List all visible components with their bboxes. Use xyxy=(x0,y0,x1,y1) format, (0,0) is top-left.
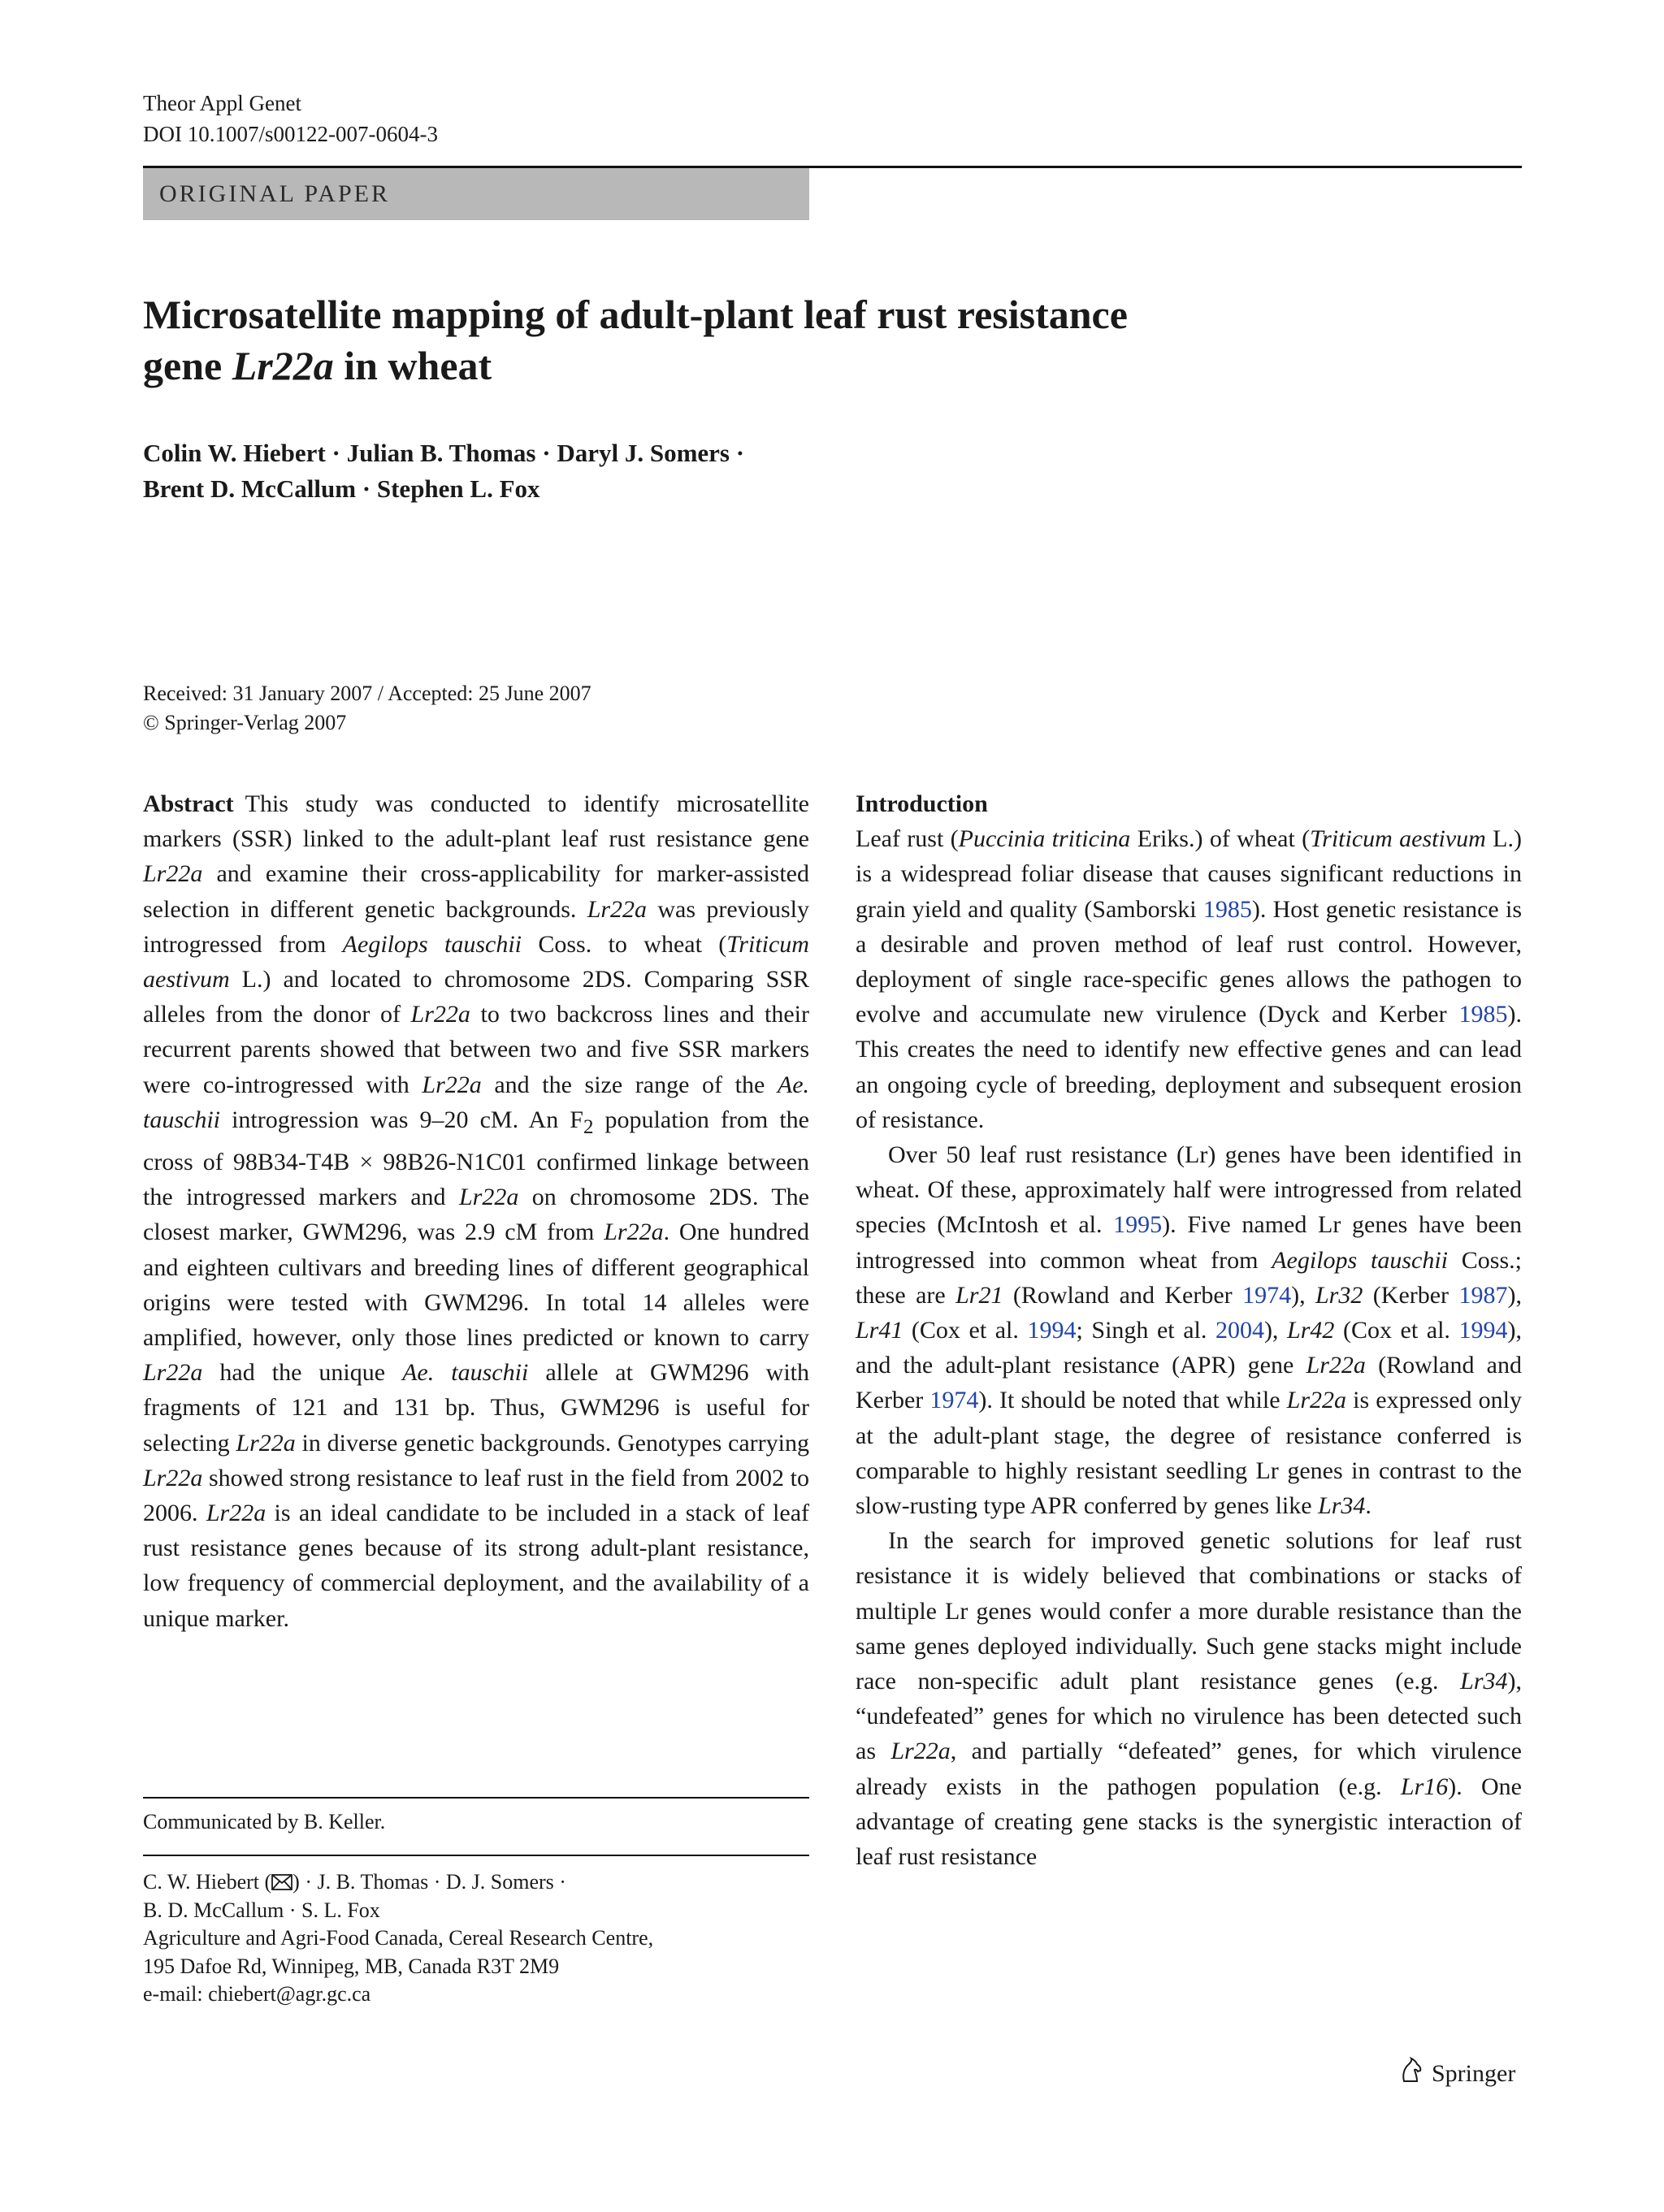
citation-link[interactable]: 1985 xyxy=(1458,1001,1508,1028)
affiliation-line: C. W. Hiebert ( ) · J. B. Thomas · D. J. Somers · xyxy=(143,1870,566,1894)
email-envelope-icon xyxy=(271,1870,292,1894)
paragraph: Leaf rust (Puccinia triticina Eriks.) of wheat (Triticum aestivum L.) is a widespread foliar disease that causes significant reductions in grain yield and quality (Samborski 1985). Host genetic resistance is a desirable and proven method of leaf rust control. However, deployment of single race-specific genes allows the pathogen to evolve and accumulate new virulence (Dyck and Kerber 1985). This creates the need to identify new effective genes and can lead an ongoing cycle of breeding, deployment and subsequent erosion of resistance. xyxy=(856,825,1522,1133)
affiliation-line: 195 Dafoe Rd, Winnipeg, MB, Canada R3T 2M9 xyxy=(143,1954,560,1978)
received-accepted: Received: 31 January 2007 / Accepted: 25 June 2007 xyxy=(143,682,592,705)
title-gene: Lr22a xyxy=(232,343,334,388)
citation-link[interactable]: 1974 xyxy=(930,1387,979,1414)
citation-link[interactable]: 1994 xyxy=(1027,1317,1077,1344)
section-banner: ORIGINAL PAPER xyxy=(143,168,809,220)
publisher-name: Springer xyxy=(1432,2060,1516,2087)
title-line-2 xyxy=(143,340,1362,392)
authors-line-2: Brent D. McCallum · Stephen L. Fox xyxy=(143,474,540,503)
paragraph: Over 50 leaf rust resistance (Lr) genes have been identified in wheat. Of these, approximately half were introgressed from related species (McIntosh et al. 1995). Five named Lr genes have been introgressed into common wheat from Aegilops tauschii Coss.; these are Lr21 (Rowland and Kerber 1974), Lr32 (Kerber 1987), Lr41 (Cox et al. 1994; Singh et al. 2004), Lr42 (Cox et al. 1994), and the adult-plant resistance (APR) gene Lr22a (Rowland and Kerber 1974). It should be noted that while Lr22a is expressed only at the adult-plant stage, the degree of resistance conferred is comparable to highly resistant seedling Lr genes in contrast to the slow-rusting type APR conferred by genes like Lr34. xyxy=(856,1141,1522,1520)
section-heading: Introduction xyxy=(856,790,988,817)
footnote-rule-top xyxy=(143,1797,809,1799)
email-address[interactable]: e-mail: chiebert@agr.gc.ca xyxy=(143,1982,371,2006)
copyright: © Springer-Verlag 2007 xyxy=(143,711,347,734)
introduction-column xyxy=(856,786,1522,1874)
journal-name: Theor Appl Genet xyxy=(143,91,301,115)
citation-link[interactable]: 1994 xyxy=(1458,1317,1508,1344)
citation-link[interactable]: 1985 xyxy=(1202,895,1252,923)
title-text: in wheat xyxy=(333,343,492,388)
authors-line-1: Colin W. Hiebert · Julian B. Thomas · Daryl J. Somers · xyxy=(143,439,745,467)
abstract-label: Abstract xyxy=(143,790,234,817)
abstract-column xyxy=(143,786,809,1636)
citation-link[interactable]: 1995 xyxy=(1113,1211,1163,1239)
affiliation-line: B. D. McCallum · S. L. Fox xyxy=(143,1898,380,1922)
paragraph: In the search for improved genetic solutions for leaf rust resistance it is widely believed that combinations or stacks of multiple Lr genes would confer a more durable resistance than the same genes deployed individually. Such gene stacks might include race non-specific adult plant resistance genes (e.g. Lr34), “undefeated” genes for which no virulence has been detected such as Lr22a, and partially “defeated” genes, for which virulence already exists in the pathogen population (e.g. Lr16). One advantage of creating gene stacks is the synergistic interaction of leaf rust resistance xyxy=(856,1527,1522,1871)
title-text: gene xyxy=(143,343,232,388)
author-list xyxy=(143,435,744,507)
paper-title xyxy=(143,289,1362,392)
citation-link[interactable]: 1974 xyxy=(1242,1281,1292,1309)
springer-horse-icon xyxy=(1398,2057,1425,2091)
citation-link[interactable]: 1987 xyxy=(1458,1281,1508,1309)
affiliation-line: Agriculture and Agri-Food Canada, Cereal Research Centre, xyxy=(143,1926,654,1950)
footnote-rule-bottom xyxy=(143,1855,809,1856)
publication-dates xyxy=(143,679,592,738)
communicated-by: Communicated by B. Keller. xyxy=(143,1810,386,1833)
journal-header xyxy=(143,88,438,149)
author-affiliation xyxy=(143,1868,809,2009)
citation-link[interactable]: 2004 xyxy=(1215,1317,1264,1344)
abstract: Abstract This study was conducted to identify microsatellite markers (SSR) linked to the adult-plant leaf rust resistance gene Lr22a and examine their cross-applicability for marker-assisted selection in different genetic backgrounds. Lr22a was previously introgressed from Aegilops tauschii Coss. to wheat (Triticum aestivum L.) and located to chromosome 2DS. Comparing SSR alleles from the donor of Lr22a to two backcross lines and their recurrent parents showed that between two and five SSR markers were co-introgressed with Lr22a and the size range of the Ae. tauschii introgression was 9–20 cM. An $F_2$ population from the cross of 98B34-T4B × 98B26-N1C01 confirmed linkage between the introgressed markers and Lr22a on chromosome 2DS. The closest marker, GWM296, was 2.9 cM from Lr22a. One hundred and eighteen cultivars and breeding lines of different geographical origins were tested with GWM296. In total 14 alleles were amplified, however, only those lines predicted or known to carry Lr22a had the unique Ae. tauschii allele at GWM296 with fragments of 121 and 131 bp. Thus, GWM296 is useful for selecting Lr22a in diverse genetic backgrounds. Genotypes carrying Lr22a showed strong resistance to leaf rust in the field from 2002 to 2006. Lr22a is an ideal candidate to be included in a stack of leaf rust resistance genes because of its strong adult-plant resistance, low frequency of commercial deployment, and the availability of a unique marker. xyxy=(143,790,810,1632)
doi: DOI 10.1007/s00122-007-0604-3 xyxy=(143,122,438,146)
publisher-logo xyxy=(1398,2057,1515,2091)
title-line-1: Microsatellite mapping of adult-plant leaf rust resistance xyxy=(143,292,1128,337)
